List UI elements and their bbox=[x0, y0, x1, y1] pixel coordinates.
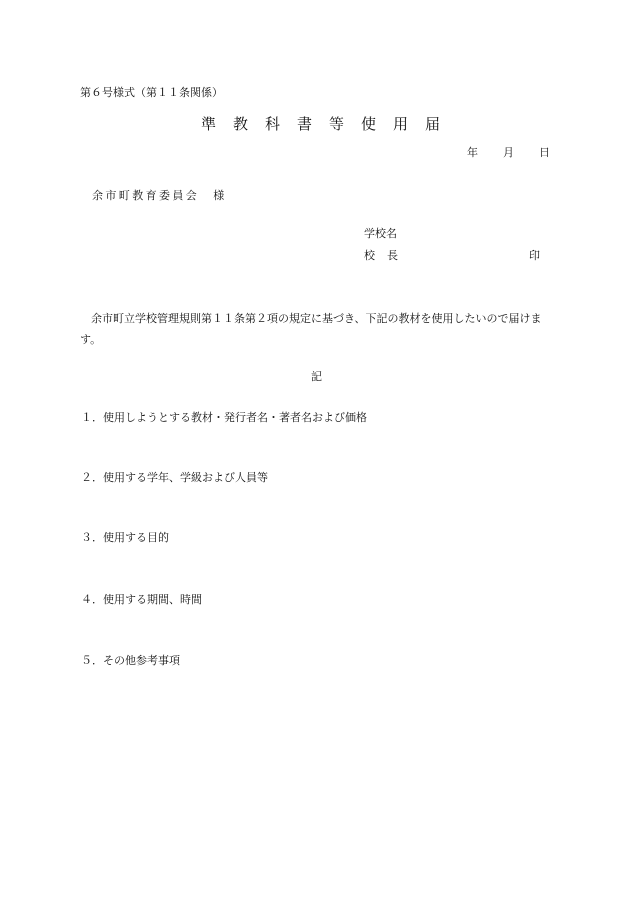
body-paragraph: 余市町立学校管理規則第１１条第２項の規定に基づき、下記の教材を使用したいので届けます。 bbox=[80, 312, 542, 346]
list-item bbox=[81, 532, 169, 543]
item-number: １． bbox=[81, 411, 103, 424]
date-day: 日 bbox=[539, 146, 550, 159]
addressee bbox=[92, 190, 224, 201]
principal-label: 校長 bbox=[364, 249, 410, 262]
list-item bbox=[81, 594, 202, 605]
item-label: 使用する目的 bbox=[103, 531, 169, 544]
date-row bbox=[467, 147, 550, 158]
item-label: その他参考事項 bbox=[103, 654, 180, 667]
addressee-honorific: 様 bbox=[213, 189, 225, 202]
date-year: 年 bbox=[467, 146, 478, 159]
seal-label: 印 bbox=[529, 249, 540, 262]
item-label: 使用する期間、時間 bbox=[103, 593, 202, 606]
item-number: ２． bbox=[81, 471, 103, 484]
school-name-label: 学校名 bbox=[364, 227, 397, 240]
date-month: 月 bbox=[503, 146, 514, 159]
document-title: 準教科書等使用届 bbox=[201, 115, 458, 133]
form-number: 第６号様式（第１１条関係） bbox=[80, 86, 223, 99]
ki-heading: 記 bbox=[311, 370, 322, 383]
item-number: ５． bbox=[81, 654, 103, 667]
item-label: 使用しようとする教材・発行者名・著者名および価格 bbox=[103, 411, 367, 424]
list-item bbox=[81, 412, 367, 423]
item-number: ４． bbox=[81, 593, 103, 606]
addressee-name: 余市町教育委員会 bbox=[92, 189, 200, 202]
item-number: ３． bbox=[81, 531, 103, 544]
list-item bbox=[81, 472, 268, 483]
item-label: 使用する学年、学級および人員等 bbox=[103, 471, 268, 484]
list-item bbox=[81, 655, 180, 666]
